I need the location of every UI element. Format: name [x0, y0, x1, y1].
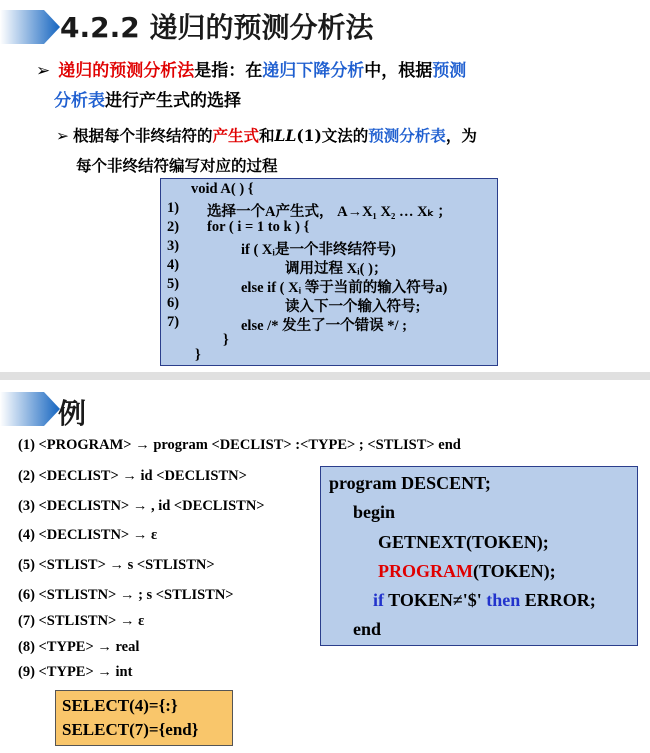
program-code-box: [320, 466, 638, 646]
grammar-rule-4: (4) <DECLISTN> → ε: [18, 527, 158, 543]
code-line-3: if ( Xᵢ是一个非终结符号): [241, 242, 396, 258]
text: 进行产生式的选择: [105, 91, 241, 111]
code-close-brace-inner: }: [223, 332, 229, 348]
title-arrow-icon: [0, 392, 62, 426]
term-predict: 预测: [432, 61, 467, 81]
slide-title: 4.2.2 递归的预测分析法: [60, 11, 374, 44]
line-number: 3): [167, 238, 180, 254]
slide-divider: [0, 372, 650, 380]
code-line-1: 选择一个A产生式， A→X₁ X₂ … Xₖ ；: [207, 204, 452, 220]
code-line-4: 调用过程 Xᵢ( )；: [285, 261, 388, 277]
keyword-then: then: [486, 590, 521, 610]
program-line-2: begin: [353, 502, 396, 522]
text: TOKEN≠'$': [384, 590, 487, 610]
grammar-rule-5: (5) <STLIST> → s <STLISTN>: [18, 557, 215, 573]
term-analysis-table: 分析表: [54, 91, 105, 111]
term-ll: LL: [274, 126, 297, 145]
code-line-7: else /* 发生了一个错误 */ ;: [241, 318, 407, 334]
code-close-brace-outer: }: [195, 347, 201, 363]
keyword-if: if: [373, 590, 384, 610]
grammar-rule-9: (9) <TYPE> → int: [18, 664, 133, 680]
grammar-rule-2: (2) <DECLIST> → id <DECLISTN>: [18, 468, 247, 484]
grammar-rule-1: (1) <PROGRAM> → program <DECLIST> :<TYPE> ; <STLIST> end: [18, 437, 461, 453]
bullet-procedure: ➢ 根据每个非终结符的产生式和LL(1)文法的预测分析表，为: [56, 126, 477, 145]
grammar-rule-3: (3) <DECLISTN> → , id <DECLISTN>: [18, 498, 265, 514]
grammar-rule-8: (8) <TYPE> → real: [18, 639, 140, 655]
code-line-6: 读入下一个输入符号;: [285, 299, 421, 315]
bullet-definition: ➢ 递归的预测分析法是指：在递归下降分析中，根据预测: [36, 61, 467, 81]
code-header: void A( ) {: [191, 181, 254, 197]
line-number: 6): [167, 295, 180, 311]
text: (TOKEN);: [472, 561, 556, 581]
term-predict-table: 预测分析表: [368, 126, 446, 145]
bullet-procedure-line2: 每个非终结符编写对应的过程: [76, 156, 278, 175]
program-line-5: [373, 590, 596, 611]
program-call-red: PROGRAM: [378, 561, 473, 581]
line-number: 5): [167, 276, 180, 292]
select-line-1: SELECT(4)={:}: [62, 696, 178, 715]
line-number: 4): [167, 257, 180, 273]
select-set-box: [55, 690, 233, 746]
text: ERROR;: [520, 590, 596, 610]
term-recursive-predictive: 递归的预测分析法: [58, 61, 195, 81]
text: 中，根据: [364, 61, 433, 81]
program-line-6: end: [353, 619, 382, 639]
program-line-4: [378, 561, 556, 582]
grammar-rule-6: (6) <STLISTN> → ; s <STLISTN>: [18, 587, 234, 603]
code-line-2: for ( i = 1 to k ) {: [207, 219, 310, 235]
bullet-definition-line2: [54, 86, 241, 111]
title-arrow-icon: [0, 10, 62, 44]
line-number: 2): [167, 219, 180, 235]
term-production: 产生式: [212, 126, 260, 145]
slide-1: [0, 0, 650, 372]
select-line-2: SELECT(7)={end}: [62, 720, 199, 739]
code-line-5: else if ( Xᵢ 等于当前的输入符号a): [241, 280, 448, 296]
text: ，为: [445, 126, 477, 145]
text: 和: [259, 126, 275, 145]
example-title: 例: [58, 397, 87, 430]
text: 根据每个非终结符的: [73, 126, 213, 145]
text: 是指：在: [194, 61, 263, 81]
program-line-3: GETNEXT(TOKEN);: [378, 532, 549, 552]
program-line-1: program DESCENT;: [329, 473, 491, 493]
term-recursive-descent: 递归下降分析: [262, 61, 365, 81]
grammar-rule-7: (7) <STLISTN> → ε: [18, 613, 145, 629]
text: (1)文法的: [296, 126, 369, 145]
line-number: 1): [167, 200, 180, 216]
pseudocode-box: [160, 178, 498, 366]
line-number: 7): [167, 314, 180, 330]
